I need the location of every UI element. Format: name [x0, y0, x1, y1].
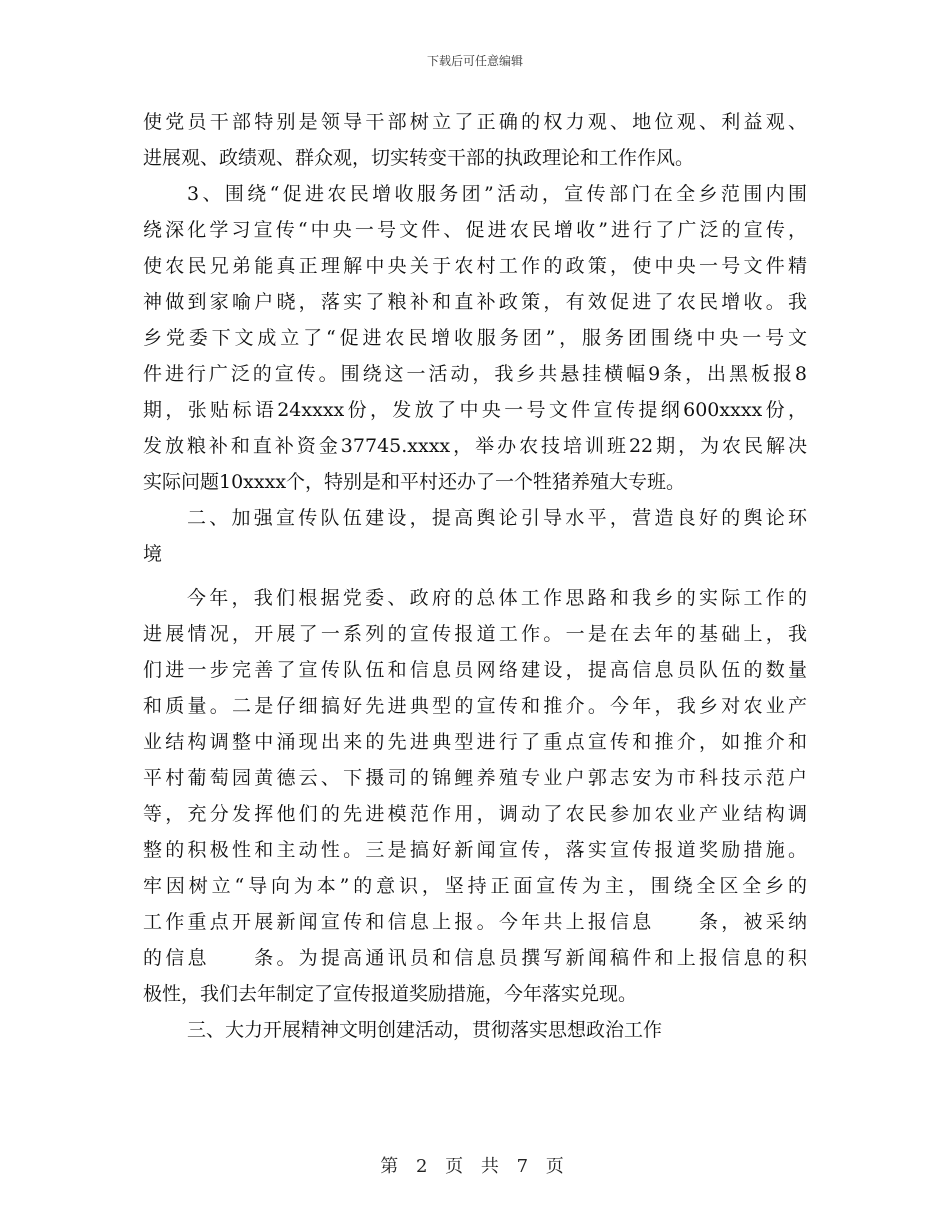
- section-heading-2: 二、加强宣传队伍建设，提高舆论引导水平，营造良好的舆论环: [187, 507, 807, 529]
- body-line: 牢因树立“导向为本”的意识，坚持正面宣传为主，围绕全区全乡的: [143, 875, 807, 897]
- body-line: 工作重点开展新闻宣传和信息上报。今年共上报信息 条，被采纳: [143, 911, 807, 933]
- body-line: 绕深化学习宣传“中央一号文件、促进农民增收”进行了广泛的宣传，: [143, 219, 807, 241]
- body-line: 使农民兄弟能真正理解中央关于农村工作的政策，使中央一号文件精: [143, 255, 807, 277]
- body-line: 进展情况，开展了一系列的宣传报道工作。一是在去年的基础上，我: [143, 623, 807, 645]
- document-body: [143, 104, 807, 1048]
- body-line: 乡党委下文成立了“促进农民增收服务团”，服务团围绕中央一号文: [143, 327, 807, 349]
- body-line: 平村葡萄园黄德云、下摄司的锦鲤养殖专业户郭志安为市科技示范户: [143, 767, 807, 789]
- section-heading-3: 三、大力开展精神文明创建活动，贯彻落实思想政治工作: [187, 1019, 663, 1041]
- body-line: 等，充分发挥他们的先进模范作用，调动了农民参加农业产业结构调: [143, 803, 807, 825]
- body-line: 使党员干部特别是领导干部树立了正确的权力观、地位观、利益观、: [143, 111, 807, 133]
- body-line: 实际问题10xxxx个，特别是和平村还办了一个牲猪养殖大专班。: [143, 471, 686, 493]
- paragraph-start: 今年，我们根据党委、政府的总体工作思路和我乡的实际工作的: [187, 587, 807, 609]
- body-line: 的信息 条。为提高通讯员和信息员撰写新闻稿件和上报信息的积: [143, 947, 807, 969]
- body-line: 极性，我们去年制定了宣传报道奖励措施，今年落实兑现。: [143, 983, 638, 1005]
- section-heading-2-continued: 境: [143, 543, 163, 565]
- paragraph-3-start: 3、围绕“促进农民增收服务团”活动，宣传部门在全乡范围内围: [187, 183, 807, 205]
- body-line: 们进一步完善了宣传队伍和信息员网络建设，提高信息员队伍的数量: [143, 659, 807, 681]
- body-line: 件进行广泛的宣传。围绕这一活动，我乡共悬挂横幅9条，出黑板报8: [143, 363, 807, 385]
- body-line: 业结构调整中涌现出来的先进典型进行了重点宣传和推介，如推介和: [143, 731, 807, 753]
- page-number: 第 2 页 共 7 页: [380, 1156, 570, 1177]
- body-line: 神做到家喻户晓，落实了粮补和直补政策，有效促进了农民增收。我: [143, 291, 807, 313]
- body-line: 发放粮补和直补资金37745.xxxx，举办农技培训班22期，为农民解决: [143, 435, 807, 457]
- body-line: 期，张贴标语24xxxx份，发放了中央一号文件宣传提纲600xxxx份，: [143, 399, 807, 421]
- page-header-note: 下载后可任意编辑: [426, 54, 523, 68]
- body-line: 和质量。二是仔细搞好先进典型的宣传和推介。今年，我乡对农业产: [143, 695, 807, 717]
- body-line: 整的积极性和主动性。三是搞好新闻宣传，落实宣传报道奖励措施。: [143, 839, 807, 861]
- body-line: 进展观、政绩观、群众观，切实转变干部的执政理论和工作作风。: [143, 147, 695, 169]
